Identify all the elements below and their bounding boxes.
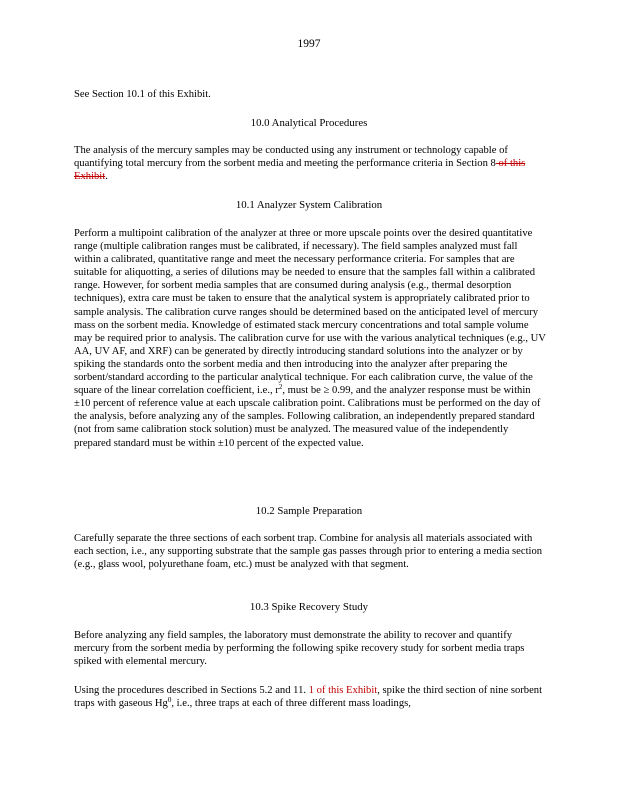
- paragraph-10-3: Before analyzing any field samples, the laboratory must demonstrate the ability to recover and quantify mercury from the sorbent media by performing the following spike recovery study for sorbent media traps spiked with elemental mercury.: [74, 630, 525, 668]
- section-heading-10-1: 10.1 Analyzer System Calibration: [235, 199, 383, 211]
- paragraph-10-3-b: [74, 684, 546, 710]
- struck-text: of this Exhibit: [74, 158, 526, 183]
- paragraph-10-3-b-end: , i.e., three traps at each of three different mass loadings,: [171, 698, 411, 710]
- paragraph-10-3-b-mid: , spike the third section of nine sorbent traps with gaseous Hg: [74, 685, 543, 710]
- paragraph-10-2: Carefully separate the three sections of each sorbent trap. Combine for analysis all materials associated with each section, i.e., any supporting substrate that the sample gas passes through prior to entering a media section (e.g., glass wool, polyurethane foam, etc.) must be analyzed with that segment.: [74, 533, 543, 571]
- paragraph-10-0: [74, 144, 546, 183]
- inserted-text: 1 of this Exhibit: [306, 685, 378, 696]
- superscript-2: 2: [278, 383, 283, 392]
- page-number: 1997: [297, 38, 321, 50]
- paragraph-10-0-text: The analysis of the mercury samples may be conducted using any instrument or technology capable of quantifying total mercury from the sorbent media and meeting the performance criteria in Section 8: [74, 145, 508, 170]
- paragraph-10-3-b-start: Using the procedures described in Sections 5.2 and 11.: [74, 685, 307, 696]
- superscript-0: 0: [167, 696, 172, 705]
- section-heading-10-0: 10.0 Analytical Procedures: [250, 117, 368, 129]
- intro-paragraph: See Section 10.1 of this Exhibit.: [74, 89, 211, 100]
- section-heading-10-3: 10.3 Spike Recovery Study: [249, 601, 369, 613]
- paragraph-10-1-part2: , must be ≥ 0.99, and the analyzer response must be within ±10 percent of reference value at each upscale calibration point. Calibrations must be performed on the day of the analysis, before analyzing any of the samples. Following calibration, an independently prepared standard (not from same calibration stock solution) must be analyzed. The measured value of the independently prepared standard must be within ±10 percent of the expected value.: [74, 385, 541, 449]
- paragraph-10-1-part1: Perform a multipoint calibration of the analyzer at three or more upscale points over the desired quantitative range (multiple calibration ranges must be calibrated, if necessary). The field samples analyzed must fall within a calibrated, quantitative range and meet the necessary performance criteria. For samples that are suitable for aliquotting, a series of dilutions may be needed to ensure that the samples fall within a calibrated range. However, for sorbent media samples that are consumed during analysis (e.g., thermal desorption techniques), extra care must be taken to ensure that the analytical system is appropriately calibrated prior to sample analysis. The calibration curve ranges should be determined based on the anticipated level of mercury mass on the sorbent media. Knowledge of estimated stack mercury concentrations and total sample volume may be required prior to analysis. The calibration curve for use with the various analytical techniques (e.g., UV AA, UV AF, and XRF) can be generated by directly introducing standard solutions into the analyzer or by spiking the standards onto the sorbent media and then introducing into the analyzer after preparing the sorbent/standard according to the particular analytical technique. For each calibration curve, the value of the square of the linear correlation coefficient, i.e., r: [74, 228, 546, 397]
- section-heading-10-2: 10.2 Sample Preparation: [255, 505, 363, 517]
- paragraph-10-1: [74, 227, 546, 450]
- paragraph-10-0-end: .: [105, 171, 108, 183]
